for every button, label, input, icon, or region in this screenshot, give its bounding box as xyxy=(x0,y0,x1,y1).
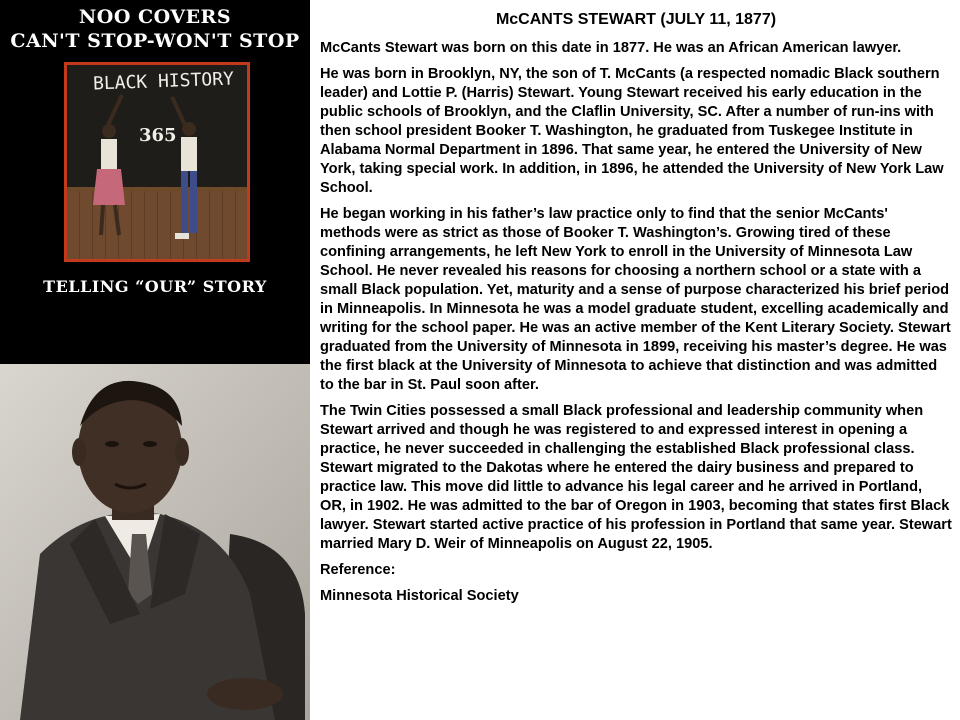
poster-tagline: TELLING “OUR” STORY xyxy=(43,277,267,296)
poster-artwork xyxy=(64,62,250,262)
article-paragraph: He began working in his father’s law practice only to find that the senior McCants' methods were as strict as those of Booker T. Washington’s. Growing tired of these confining arrangements, he left New York to enroll in the University of Minnesota Law School. He never revealed his reasons for choosing a northern school or a state with a small Black population. Yet, maturity and a sense of purpose characterized his brief period in Minneapolis. In Minnesota he was a model graduate student, excelling academically and writing for the school paper. He was an active member of the Kent Literary Society. Stewart graduated from the University of Minnesota in 1899, receiving his master’s degree. He was the first black at the University of Minnesota to achieve that distinction and was admitted to the bar in St. Paul soon after. xyxy=(320,206,951,393)
poster-headline: NOO COVERS xyxy=(78,6,232,28)
reference-label: Reference: xyxy=(320,562,396,578)
article-paragraph: The Twin Cities possessed a small Black professional and leadership community when Stewart arrived and though he was registered to and expressed interest in opening a practice, he never succeeded in challenging the established Black professional class. Stewart migrated to the Dakotas where he entered the dairy business and prepared to practice law. This move did little to advance his legal career and he arrived in Portland, OR, in 1902. He was admitted to the bar of Oregon in 1903, becoming that states first Black lawyer. Stewart started active practice of his profession in Portland that same year. Stewart married Mary D. Weir of Minneapolis on August 22, 1905. xyxy=(320,403,952,552)
article xyxy=(320,9,952,613)
poster-image xyxy=(0,0,310,364)
portrait-illustration xyxy=(0,364,310,720)
chalkboard-number: 365 xyxy=(139,125,177,146)
left-column xyxy=(0,0,310,720)
portrait-photo xyxy=(0,364,310,720)
article-title: McCANTS STEWART (JULY 11, 1877) xyxy=(495,11,777,28)
chalkboard-title: BLACK HISTORY xyxy=(92,68,235,95)
children-illustration xyxy=(67,65,247,259)
article-paragraph: He was born in Brooklyn, NY, the son of T. McCants (a respected nomadic Black southern leader) and Lottie P. (Harris) Stewart. Young Stewart received his early education in the public schools of Brooklyn, and the Claflin University, SC. After a number of run-ins with then school president Booker T. Washington, he graduated from Tuskegee Institute in Alabama Normal Department in 1896. That same year, he entered the University of New York, taking special work. In addition, in 1896, he attended the University of New York Law School. xyxy=(320,66,944,196)
poster-subheadline: CAN'T STOP-WON'T STOP xyxy=(10,30,300,52)
article-paragraph: McCants Stewart was born on this date in 1877. He was an African American lawyer. xyxy=(320,40,902,56)
reference-source: Minnesota Historical Society xyxy=(320,588,519,604)
